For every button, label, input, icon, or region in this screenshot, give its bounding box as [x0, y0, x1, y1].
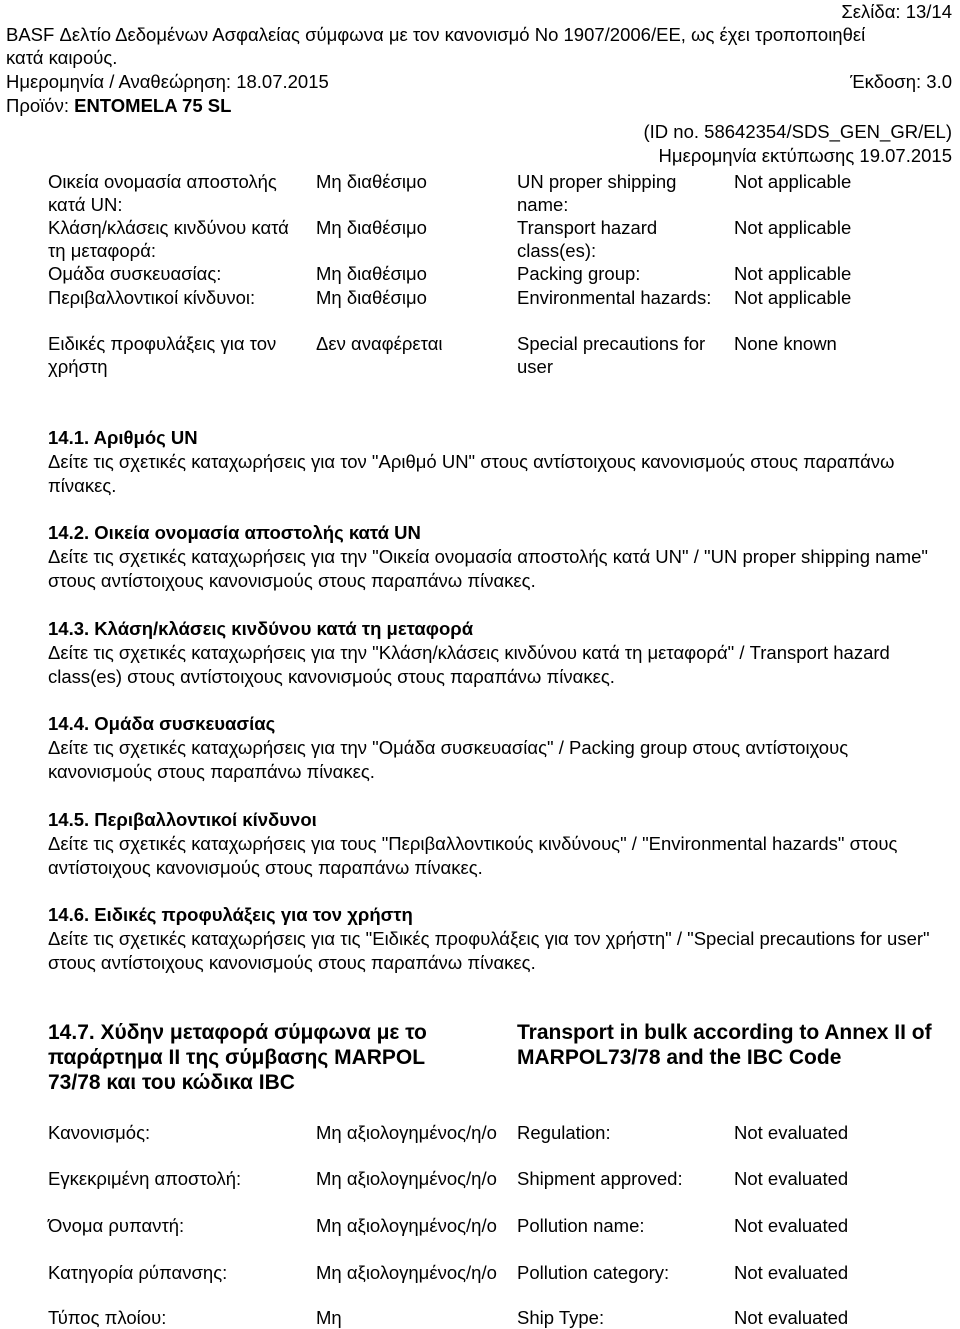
bulk-heading-gr: 14.7. Χύδην μεταφορά σύμφωνα με το παράρτημα II της σύμβασης MARPOL 73/78 και του κώδικα IBC	[48, 1021, 427, 1094]
table-cell: Not evaluated	[734, 1215, 849, 1236]
section-text: Δείτε τις σχετικές καταχωρήσεις για τους "Περιβαλλοντικούς κινδύνους" / "Environmental hazards" στους αντίστοιχους κανονισμούς στους παραπάνω πίνακες.	[48, 833, 898, 878]
table-cell: Εγκεκριμένη αποστολή:	[48, 1168, 242, 1189]
revision-date: Ημερομηνία / Αναθεώρηση: 18.07.2015	[6, 71, 329, 92]
table-cell: Not evaluated	[734, 1168, 849, 1189]
table-cell: Not evaluated	[734, 1122, 849, 1143]
section-text: Δείτε τις σχετικές καταχωρήσεις για τον "Αριθμό UN" στους αντίστοιχους κανονισμούς στους παραπάνω πίνακες.	[48, 451, 895, 496]
page-number: Σελίδα: 13/14	[841, 1, 952, 22]
table-cell: Μη αξιολογημένος/η/ο	[316, 1168, 497, 1189]
section-heading: 14.2. Οικεία ονομασία αποστολής κατά UN	[48, 522, 421, 543]
table-cell: Περιβαλλοντικοί κίνδυνοι:	[48, 287, 256, 308]
table-cell: Ειδικές προφυλάξεις για τον χρήστη	[48, 333, 277, 377]
version: Έκδοση: 3.0	[850, 71, 952, 92]
section-text: Δείτε τις σχετικές καταχωρήσεις για την "Οικεία ονομασία αποστολής κατά UN" / "UN proper shipping name" στους αντίστοιχους κανονισμούς στους παραπάνω πίνακες.	[48, 546, 928, 591]
table-cell: Ship Type:	[517, 1307, 605, 1328]
section-14-5	[48, 808, 948, 880]
table-cell: Regulation:	[517, 1122, 611, 1143]
table-cell: UN proper shipping name:	[517, 171, 677, 215]
table-cell: Μη αξιολογημένος/η/ο	[316, 1122, 497, 1143]
table-cell: Οικεία ονομασία αποστολής κατά UN:	[48, 171, 277, 215]
table-cell: Not applicable	[734, 287, 852, 308]
section-text: Δείτε τις σχετικές καταχωρήσεις για την "Κλάση/κλάσεις κινδύνου κατά τη μεταφορά" / Transport hazard class(es) στους αντίστοιχους κανονισμούς στους παραπάνω πίνακες.	[48, 642, 890, 687]
table-cell: Not applicable	[734, 217, 852, 238]
table-cell: None known	[734, 333, 837, 354]
table-cell: Μη αξιολογημένος/η/ο	[316, 1262, 497, 1283]
section-14-4	[48, 712, 948, 784]
product-label: Προϊόν:	[6, 95, 69, 116]
table-cell: Μη διαθέσιμο	[316, 171, 427, 192]
id-number: (ID no. 58642354/SDS_GEN_GR/EL)	[643, 121, 952, 142]
table-cell: Not applicable	[734, 171, 852, 192]
section-heading: 14.4. Ομάδα συσκευασίας	[48, 713, 276, 734]
print-date: Ημερομηνία εκτύπωσης 19.07.2015	[658, 145, 952, 166]
product-line	[6, 94, 231, 117]
table-cell: Environmental hazards:	[517, 287, 712, 308]
table-cell: Κατηγορία ρύπανσης:	[48, 1262, 228, 1283]
header-title: BASF Δελτίο Δεδομένων Ασφαλείας σύμφωνα με τον κανονισμό Νο 1907/2006/ΕΕ, ως έχει τροποποιηθεί	[6, 24, 866, 45]
header-title-cont: κατά καιρούς.	[6, 47, 118, 68]
table-cell: Packing group:	[517, 263, 641, 284]
section-text: Δείτε τις σχετικές καταχωρήσεις για τις "Ειδικές προφυλάξεις για τον χρήστη" / "Special precautions for user" στους αντίστοιχους κανονισμούς στους παραπάνω πίνακες.	[48, 928, 930, 973]
table-cell: Μη διαθέσιμο	[316, 287, 427, 308]
section-heading: 14.1. Αριθμός UN	[48, 427, 198, 448]
table-cell: Τύπος πλοίου:	[48, 1307, 167, 1328]
section-heading: 14.5. Περιβαλλοντικοί κίνδυνοι	[48, 809, 317, 830]
section-heading: 14.6. Ειδικές προφυλάξεις για τον χρήστη	[48, 904, 413, 925]
product-name: ENTOMELA 75 SL	[74, 95, 232, 116]
section-14-3	[48, 617, 948, 689]
bulk-heading-en: Transport in bulk according to Annex II of MARPOL73/78 and the IBC Code	[517, 1021, 932, 1069]
table-cell: Ομάδα συσκευασίας:	[48, 263, 222, 284]
table-cell: Κλάση/κλάσεις κινδύνου κατά τη μεταφορά:	[48, 217, 289, 261]
table-cell: Pollution name:	[517, 1215, 645, 1236]
table-cell: Not evaluated	[734, 1307, 849, 1328]
table-cell: Δεν αναφέρεται	[316, 333, 443, 354]
table-cell: Shipment approved:	[517, 1168, 683, 1189]
section-14-2	[48, 521, 948, 593]
table-cell: Pollution category:	[517, 1262, 670, 1283]
table-cell: Not applicable	[734, 263, 852, 284]
table-cell: Μη διαθέσιμο	[316, 217, 427, 238]
table-cell: Μη διαθέσιμο	[316, 263, 427, 284]
section-14-6	[48, 903, 948, 975]
section-heading: 14.3. Κλάση/κλάσεις κινδύνου κατά τη μεταφορά	[48, 618, 474, 639]
table-cell: Not evaluated	[734, 1262, 849, 1283]
table-cell: Μη αξιολογημένος/η/ο	[316, 1215, 497, 1236]
table-cell: Κανονισμός:	[48, 1122, 151, 1143]
table-cell: Μη	[316, 1307, 342, 1328]
section-14-1	[48, 426, 948, 498]
table-cell: Special precautions for user	[517, 333, 706, 377]
section-text: Δείτε τις σχετικές καταχωρήσεις για την "Ομάδα συσκευασίας" / Packing group στους αντίστοιχους κανονισμούς στους παραπάνω πίνακες.	[48, 737, 849, 782]
table-cell: Transport hazard class(es):	[517, 217, 658, 261]
table-cell: Όνομα ρυπαντή:	[48, 1215, 185, 1236]
